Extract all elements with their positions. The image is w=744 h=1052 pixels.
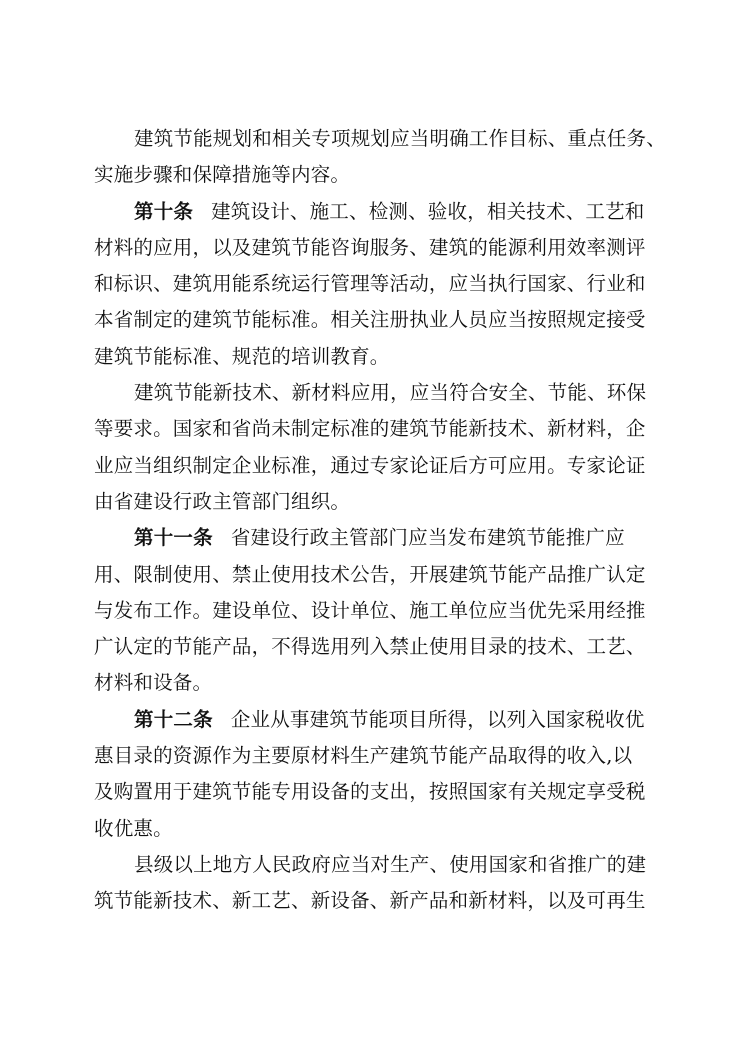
line-text: 与发布工作。建设单位、设计单位、施工单位应当优先采用经推 <box>94 598 646 622</box>
line-text: 建筑节能新技术、新材料应用，应当符合安全、节能、环保 <box>134 381 647 405</box>
line-text: 惠目录的资源作为主要原材料生产建筑节能产品取得的收入,以 <box>94 744 633 768</box>
line-text: 收优惠。 <box>94 816 173 840</box>
text-line <box>94 811 654 847</box>
text-line <box>94 738 654 774</box>
text-line <box>94 230 654 266</box>
line-text: 本省制定的建筑节能标准。相关注册执业人员应当按照规定接受 <box>94 308 646 332</box>
article-heading: 第十条 <box>134 199 194 223</box>
line-text: 广认定的节能产品，不得选用列入禁止使用目录的技术、工艺、 <box>94 635 646 659</box>
article-heading: 第十二条 <box>134 707 213 731</box>
text-line <box>94 774 654 810</box>
line-text: 等要求。国家和省尚未制定标准的建筑节能新技术、新材料，企 <box>94 417 646 441</box>
line-text: 建筑节能规划和相关专项规划应当明确工作目标、重点任务、 <box>134 127 666 150</box>
text-line <box>94 266 654 302</box>
line-text: 由省建设行政主管部门组织。 <box>94 489 351 513</box>
text-line <box>94 375 654 411</box>
line-text: 及购置用于建筑节能专用设备的支出，按照国家有关规定享受税 <box>94 780 646 804</box>
text-line <box>94 302 654 338</box>
line-text: 业应当组织制定企业标准，通过专家论证后方可应用。专家论证 <box>94 453 646 477</box>
line-text: 省建设行政主管部门应当发布建筑节能推广应 <box>230 526 625 550</box>
line-text: 建筑节能标准、规范的培训教育。 <box>94 344 390 368</box>
line-text: 材料和设备。 <box>94 671 213 695</box>
text-line <box>94 484 654 520</box>
body-text <box>94 121 666 920</box>
text-line <box>94 448 654 484</box>
line-text: 用、限制使用、禁止使用技术公告，开展建筑节能产品推广认定 <box>94 562 646 586</box>
text-line <box>94 629 654 665</box>
text-line <box>94 411 654 447</box>
line-text: 建筑设计、施工、检测、验收，相关技术、工艺和 <box>211 199 645 223</box>
line-text: 企业从事建筑节能项目所得，以列入国家税收优 <box>230 707 645 731</box>
text-line <box>94 121 666 157</box>
line-text: 材料的应用，以及建筑节能咨询服务、建筑的能源利用效率测评 <box>94 235 646 259</box>
text-line <box>94 665 654 701</box>
line-text: 和标识、建筑用能系统运行管理等活动，应当执行国家、行业和 <box>94 272 646 296</box>
text-line <box>94 557 654 593</box>
text-line <box>94 702 654 738</box>
text-line <box>94 520 654 556</box>
text-line <box>94 339 654 375</box>
line-text: 实施步骤和保障措施等内容。 <box>94 163 351 187</box>
text-line <box>94 194 654 230</box>
article-heading: 第十一条 <box>134 526 213 550</box>
line-text: 县级以上地方人民政府应当对生产、使用国家和省推广的建 <box>134 852 647 876</box>
text-line <box>94 847 654 883</box>
text-line <box>94 593 654 629</box>
line-text: 筑节能新技术、新工艺、新设备、新产品和新材料，以及可再生 <box>94 889 646 913</box>
text-line <box>94 883 654 919</box>
text-line <box>94 157 654 193</box>
